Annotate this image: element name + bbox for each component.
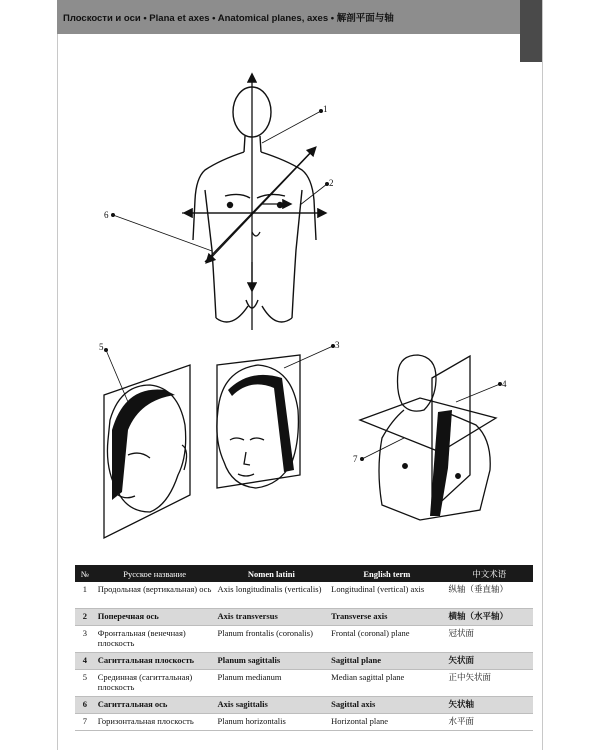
terms-table-wrap bbox=[75, 565, 533, 731]
table-row bbox=[75, 653, 533, 670]
head-left-plane-band bbox=[112, 390, 175, 501]
header-latin: Nomen latini bbox=[247, 568, 295, 579]
row-english: Frontal (coronal) plane bbox=[328, 626, 445, 653]
terms-table bbox=[75, 565, 533, 731]
row-chinese: 纵轴（垂直轴） bbox=[446, 582, 534, 609]
callout-5: 5 bbox=[99, 342, 104, 352]
callout-7: 7 bbox=[353, 454, 358, 464]
head-middle-plane-band bbox=[228, 375, 294, 472]
header-chinese: 中文术语 bbox=[472, 568, 507, 579]
row-latin: Axis transversus bbox=[215, 609, 329, 626]
bust-right-plane-band bbox=[430, 410, 452, 516]
row-english: Sagittal axis bbox=[328, 697, 445, 714]
row-num: 6 bbox=[75, 697, 95, 714]
row-num: 2 bbox=[75, 609, 95, 626]
row-latin: Planum medianum bbox=[215, 670, 329, 697]
row-chinese: 矢状轴 bbox=[446, 697, 534, 714]
header-english: English term bbox=[363, 568, 411, 579]
callout-6: 6 bbox=[104, 210, 109, 220]
row-latin: Axis longitudinalis (verticalis) bbox=[215, 582, 329, 609]
row-chinese: 水平面 bbox=[446, 714, 534, 731]
row-num: 4 bbox=[75, 653, 95, 670]
row-chinese: 冠状面 bbox=[446, 626, 534, 653]
row-latin: Planum horizontalis bbox=[215, 714, 329, 731]
callout-3: 3 bbox=[335, 340, 340, 350]
row-russian: Сагиттальная ось bbox=[95, 697, 215, 714]
row-chinese: 矢状面 bbox=[446, 653, 534, 670]
row-latin: Planum sagittalis bbox=[215, 653, 329, 670]
row-russian: Продольная (вертикальная) ось bbox=[95, 582, 215, 609]
row-num: 7 bbox=[75, 714, 95, 731]
torso-leaders bbox=[111, 109, 328, 251]
row-russian: Фронтальная (венечная) плоскость bbox=[95, 626, 215, 653]
row-english: Transverse axis bbox=[328, 609, 445, 626]
row-russian: Срединная (сагиттальная) плоскость bbox=[95, 670, 215, 697]
row-latin: Axis sagittalis bbox=[215, 697, 329, 714]
table-row bbox=[75, 609, 533, 626]
page-title: Плоскости и оси • Plana et axes • Anatomical planes, axes • 解剖平面与轴 bbox=[63, 13, 394, 24]
row-russian: Сагиттальная плоскость bbox=[95, 653, 215, 670]
row-chinese: 正中矢状面 bbox=[446, 670, 534, 697]
torso-figure bbox=[193, 87, 316, 322]
row-russian: Поперечная ось bbox=[95, 609, 215, 626]
row-chinese: 横轴（水平轴） bbox=[446, 609, 534, 626]
table-row bbox=[75, 714, 533, 731]
table-row bbox=[75, 582, 533, 609]
bust-right-figure bbox=[360, 355, 496, 520]
row-russian: Горизонтальная плоскость bbox=[95, 714, 215, 731]
row-num: 3 bbox=[75, 626, 95, 653]
row-english: Median sagittal plane bbox=[328, 670, 445, 697]
table-row bbox=[75, 697, 533, 714]
row-latin: Planum frontalis (coronalis) bbox=[215, 626, 329, 653]
callout-4: 4 bbox=[502, 379, 507, 389]
header-num: № bbox=[80, 568, 89, 579]
row-english: Longitudinal (vertical) axis bbox=[328, 582, 445, 609]
row-num: 5 bbox=[75, 670, 95, 697]
callout-1: 1 bbox=[323, 104, 328, 114]
row-english: Horizontal plane bbox=[328, 714, 445, 731]
table-row bbox=[75, 626, 533, 653]
row-english: Sagittal plane bbox=[328, 653, 445, 670]
table-header-row bbox=[75, 565, 533, 582]
header-russian: Русское название bbox=[123, 568, 186, 579]
table-row bbox=[75, 670, 533, 697]
row-num: 1 bbox=[75, 582, 95, 609]
callout-2: 2 bbox=[329, 178, 334, 188]
